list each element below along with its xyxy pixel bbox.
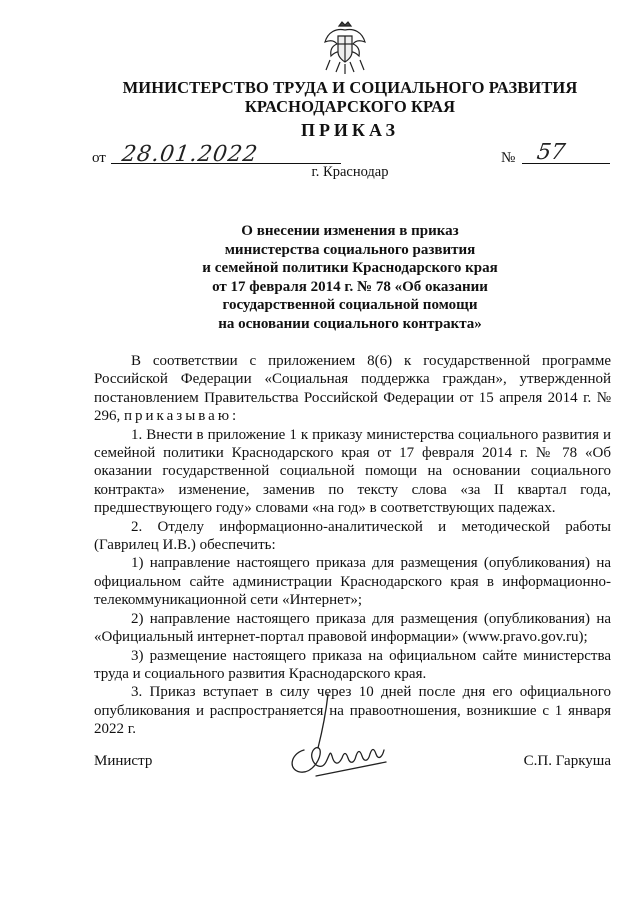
number-value: 57	[535, 140, 567, 165]
body-paragraph	[94, 352, 611, 426]
order-keyword: приказываю:	[124, 408, 240, 425]
preamble-text: В соответствии с приложением 8(6) к государственной программе Российской Федерации «Социальная поддержка граждан», утвержденной постановлением Правительства Российской Федерации от 15 апреля 2014 г. № 296,	[94, 353, 611, 425]
handwritten-signature-icon	[286, 692, 396, 782]
ministry-name-line1: МИНИСТЕРСТВО ТРУДА И СОЦИАЛЬНОГО РАЗВИТИЯ	[122, 78, 578, 97]
document-title	[100, 222, 600, 333]
city: г. Краснодар	[311, 164, 389, 180]
title-line: государственной социальной помощи	[222, 297, 478, 313]
document-type: ПРИКАЗ	[300, 120, 400, 140]
signature-block	[94, 740, 611, 800]
title-line: на основании социального контракта»	[218, 315, 482, 332]
body-paragraph: 1) направление настоящего приказа для размещения (опубликования) на официальном сайте администрации Краснодарского края в информационно-телекоммуникационной сети «Интернет»;	[94, 555, 611, 609]
title-line: от 17 февраля 2014 г. № 78 «Об оказании	[212, 278, 488, 295]
title-line: О внесении изменения в приказ	[241, 223, 459, 239]
body-paragraph: 2) направление настоящего приказа для размещения (опубликования) на «Официальный интернет-портал правовой информации» (www.pravo.gov.ru);	[94, 610, 611, 646]
title-line: и семейной политики Краснодарского края	[202, 260, 498, 276]
coat-of-arms-icon	[322, 20, 368, 76]
body-paragraph: 3) размещение настоящего приказа на официальном сайте министерства труда и социального развития Краснодарского края.	[94, 647, 611, 682]
body-paragraph: 3. Приказ вступает в силу через 10 дней после дня его официального опубликования и распространяется на правоотношения, возникшие с 1 января 2022 г.	[94, 684, 611, 738]
number-label: №	[501, 150, 516, 166]
title-line: министерства социального развития	[224, 241, 476, 258]
ministry-name-line2: КРАСНОДАРСКОГО КРАЯ	[244, 97, 456, 116]
signer-name: С.П. Гаркуша	[523, 753, 611, 769]
date-value: 28.01.2022	[120, 142, 260, 167]
signer-position: Министр	[94, 753, 153, 769]
body-paragraph: 1. Внести в приложение 1 к приказу министерства социального развития и семейной политики Краснодарского края от 17 февраля 2014 г. № 78 «Об оказании государственной социальной помощи на основании социального контракта» изменение, заменив по тексту слова «за II квартал года, предшествующего году» словами «на год» в соответствующих падежах.	[94, 426, 611, 517]
body-paragraph: 2. Отделу информационно-аналитической и методической работы (Гаврилец И.В.) обеспечить:	[94, 518, 611, 554]
document-body	[94, 352, 611, 739]
date-label: от	[92, 150, 106, 166]
ministry-name	[60, 78, 640, 116]
